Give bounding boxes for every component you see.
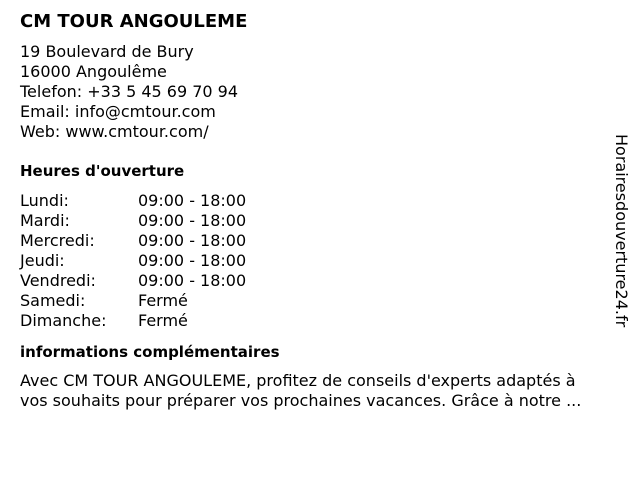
additional-info-text [20, 371, 632, 411]
info-line-2: vos souhaits pour préparer vos prochaines vacances. Grâce à notre ... [20, 391, 582, 410]
day-label: Samedi: [20, 291, 86, 310]
day-label: Mercredi: [20, 231, 95, 250]
day-hours: 09:00 - 18:00 [138, 211, 247, 230]
day-hours: Fermé [138, 311, 188, 330]
contact-block [20, 42, 632, 142]
day-label: Jeudi: [20, 251, 65, 270]
day-hours: Fermé [138, 291, 188, 310]
hours-row-tuesday [20, 211, 632, 231]
hours-row-sunday [20, 311, 632, 331]
email-address: Email: info@cmtour.com [20, 102, 216, 121]
day-hours: 09:00 - 18:00 [138, 271, 247, 290]
phone-number: Telefon: +33 5 45 69 70 94 [20, 82, 239, 101]
city-address: 16000 Angoulême [20, 62, 167, 81]
hours-row-monday [20, 191, 632, 211]
day-hours: 09:00 - 18:00 [138, 251, 247, 270]
day-label: Mardi: [20, 211, 70, 230]
website-address: Web: www.cmtour.com/ [20, 122, 209, 141]
additional-info-heading: informations complémentaires [20, 343, 280, 361]
opening-hours-heading: Heures d'ouverture [20, 162, 185, 180]
day-hours: 09:00 - 18:00 [138, 191, 247, 210]
hours-row-saturday [20, 291, 632, 311]
site-watermark: Horairesdouverture24.fr [612, 134, 631, 328]
hours-row-thursday [20, 251, 632, 271]
info-line-1: Avec CM TOUR ANGOULEME, profitez de conseils d'experts adaptés à [20, 371, 576, 390]
day-label: Dimanche: [20, 311, 107, 330]
street-address: 19 Boulevard de Bury [20, 42, 194, 61]
hours-row-wednesday [20, 231, 632, 251]
day-label: Lundi: [20, 191, 69, 210]
hours-row-friday [20, 271, 632, 291]
day-label: Vendredi: [20, 271, 96, 290]
opening-hours-table [20, 191, 632, 331]
business-card [20, 10, 632, 411]
business-name: CM TOUR ANGOULEME [20, 11, 248, 32]
day-hours: 09:00 - 18:00 [138, 231, 247, 250]
